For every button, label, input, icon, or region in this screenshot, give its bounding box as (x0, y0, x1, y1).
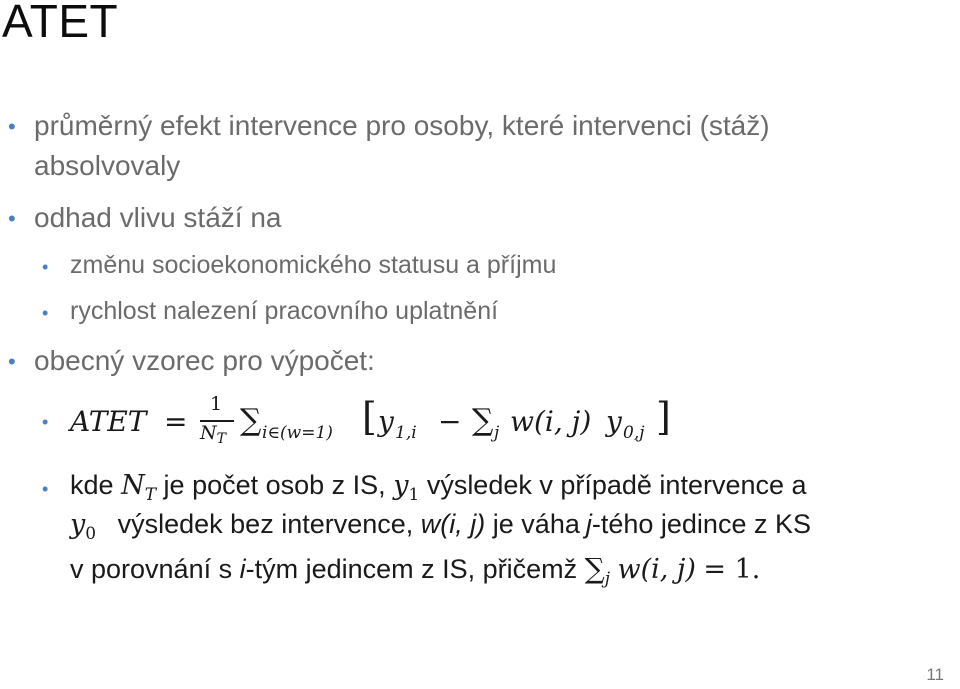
sub-bullet-text: změnu socioekonomického statusu a příjmu (70, 251, 557, 279)
note-text: výsledek v případě intervence a (426, 470, 807, 500)
y0-letter: y (70, 509, 86, 540)
note-j-italic: j (585, 509, 592, 539)
formula-equals: = (164, 405, 188, 438)
note-line-1 (70, 470, 807, 505)
bullet-text: průměrný efekt intervence pro osoby, které intervenci (stáž) (34, 110, 770, 141)
sum-symbol: ∑ (584, 552, 605, 585)
fraction-denominator-symbol: N (200, 422, 217, 444)
nt-subscript: T (144, 485, 157, 505)
y0-symbol (70, 509, 97, 544)
sum-subscript: j (604, 569, 610, 589)
note-line-2 (70, 509, 811, 544)
sub-bullet-dot-icon: • (42, 257, 49, 277)
formula-lhs: ATET (70, 405, 147, 438)
weight-expression: w(i, j) (510, 405, 592, 438)
equals-one: = 1. (703, 554, 761, 585)
y0-subscript: 0,j (623, 423, 645, 443)
y1-symbol: y (378, 405, 394, 438)
y1-subscript: 1,i (395, 423, 417, 443)
sum-symbol: ∑ (472, 403, 494, 438)
nt-letter: N (121, 470, 145, 501)
bullet-text: odhad vlivu stáží na (34, 202, 282, 233)
note-weight-italic: w(i, j) (420, 509, 486, 539)
note-text: -tého jedince z KS (591, 509, 811, 539)
minus-sign: − (438, 405, 462, 438)
note-line-3 (70, 552, 761, 589)
fraction-numerator: 1 (210, 393, 223, 415)
weight-expression: w(i, j) (617, 554, 696, 585)
sub-bullet-dot-icon: • (42, 479, 49, 499)
y0-subscript: 0 (85, 524, 97, 544)
note-i-italic: i (239, 554, 246, 584)
bullet-dot-icon: • (8, 114, 16, 139)
left-bracket: [ (362, 395, 377, 439)
nt-symbol (121, 470, 157, 505)
sub-bullet-text: rychlost nalezení pracovního uplatnění (70, 297, 499, 325)
note-kde: kde (70, 470, 114, 500)
page-number: 11 (926, 665, 944, 684)
slide-title: ATET (2, 0, 119, 47)
bullet-text-continued: absolvovaly (34, 150, 181, 181)
sum-subscript: j (494, 423, 500, 443)
note-text: výsledek bez intervence, (117, 509, 414, 539)
y1-letter: y (393, 470, 409, 501)
fraction-denominator (200, 422, 226, 445)
bullet-text: obecný vzorec pro výpočet: (34, 345, 375, 376)
y1-subscript: 1 (408, 485, 420, 505)
sub-bullet-dot-icon: • (42, 303, 49, 323)
note-text: v porovnání s (70, 554, 233, 584)
note-text: -tým jedincem z IS, přičemž (245, 554, 578, 584)
bullet-dot-icon: • (8, 349, 16, 374)
sum-symbol: ∑ (240, 403, 262, 438)
fraction-denominator-sub: T (216, 431, 226, 447)
y0-symbol: y (606, 405, 622, 438)
right-bracket: ] (656, 395, 671, 439)
sub-bullet-dot-icon: • (42, 412, 49, 432)
bullet-dot-icon: • (8, 206, 16, 231)
note-text: je počet osob z IS, (163, 470, 386, 500)
y1-symbol (393, 470, 420, 505)
sum-subscript: i∈(w=1) (262, 423, 333, 443)
note-text: je váha (492, 509, 580, 539)
